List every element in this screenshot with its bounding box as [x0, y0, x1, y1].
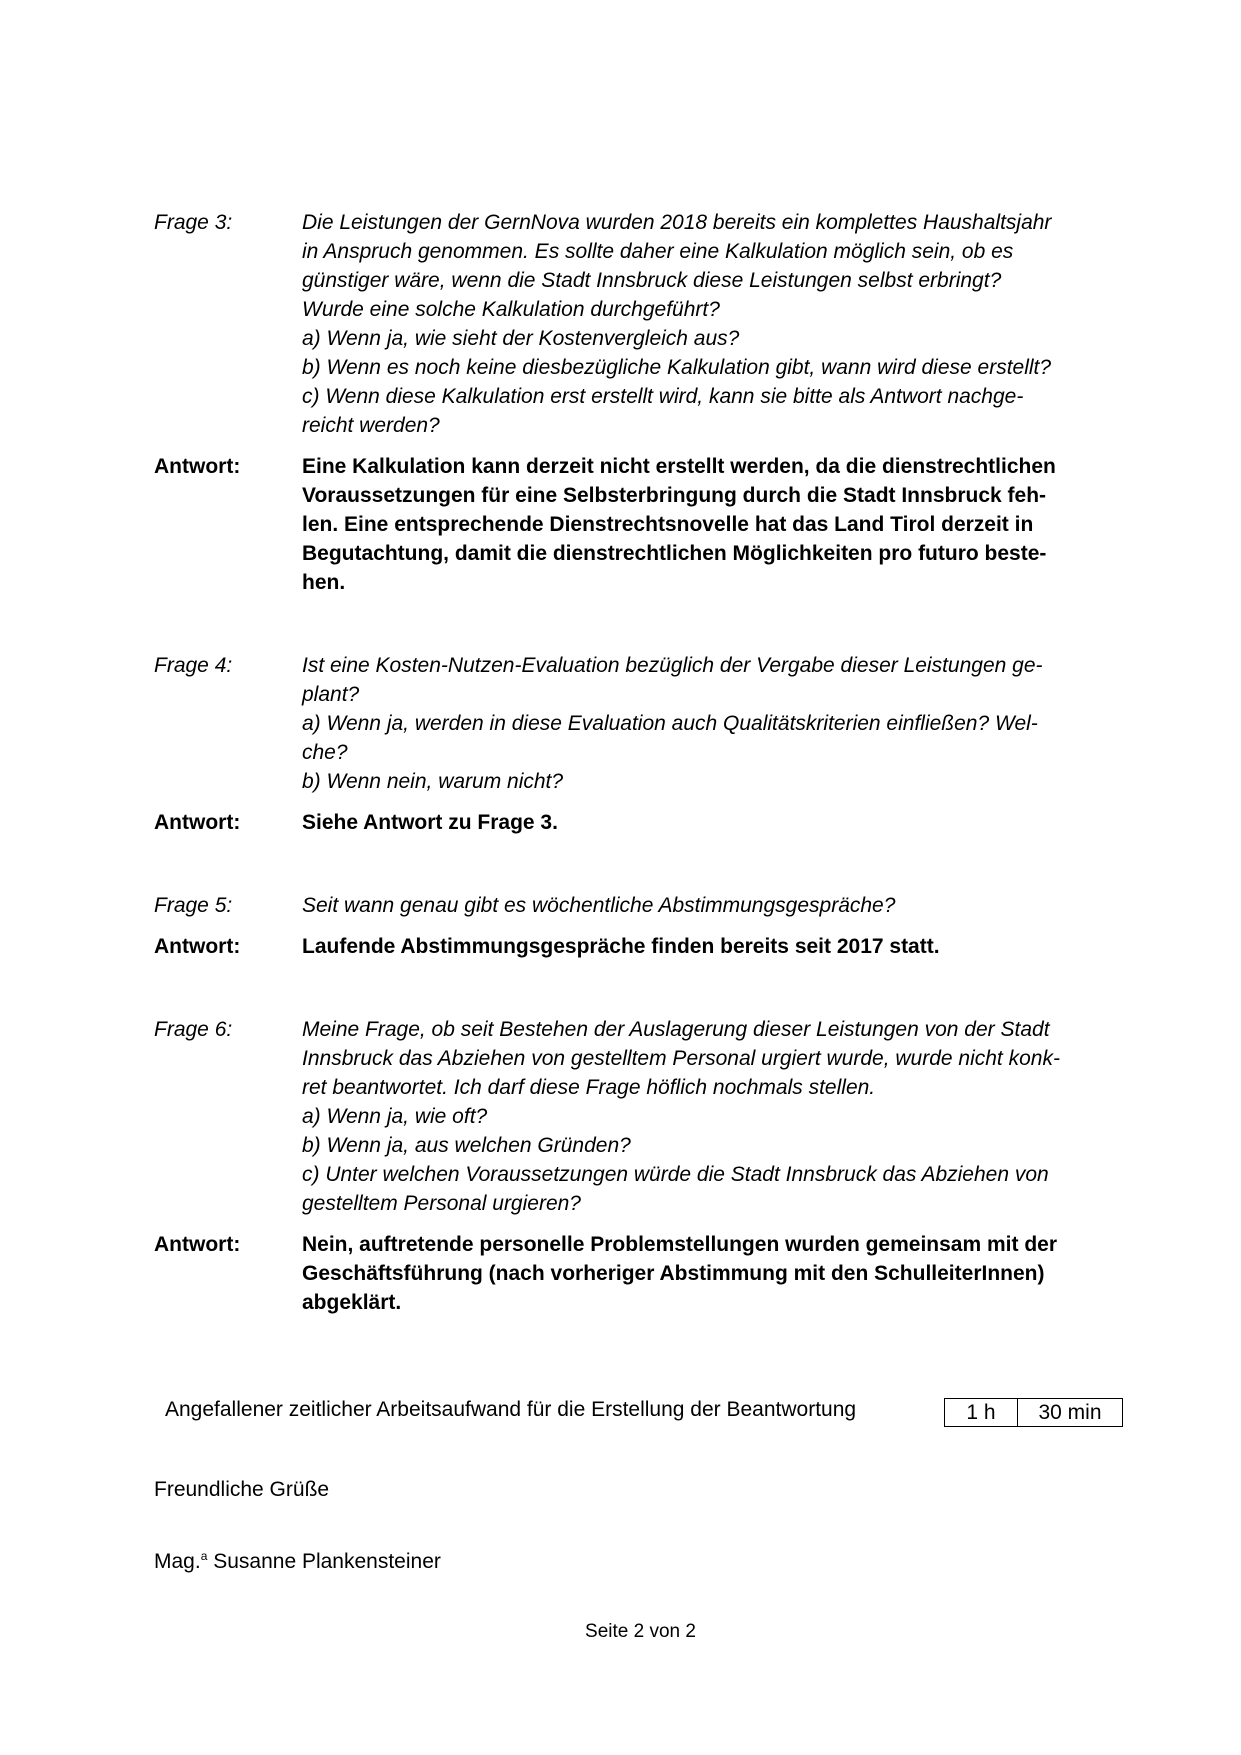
text-line: Eine Kalkulation kann derzeit nicht erstellt werden, da die dienstrechtlichen [302, 455, 1056, 478]
question-text [302, 208, 1134, 440]
answer-text [302, 1230, 1134, 1317]
question-text [302, 1015, 1134, 1218]
qa-block-frage-5 [154, 891, 1134, 961]
answer-label: Antwort: [154, 455, 241, 478]
qa-block-frage-6 [154, 1015, 1134, 1317]
answer-row [154, 452, 1134, 597]
question-text [302, 891, 1134, 920]
text-line: Siehe Antwort zu Frage 3. [302, 811, 558, 834]
page-number: Seite 2 von 2 [585, 1621, 696, 1642]
answer-label: Antwort: [154, 1233, 241, 1256]
effort-hours: 1 h [945, 1399, 1018, 1426]
answer-text [302, 452, 1134, 597]
text-line: b) Wenn es noch keine diesbezügliche Kalkulation gibt, wann wird diese erstellt? [302, 356, 1052, 379]
answer-row [154, 808, 1134, 837]
text-line: Die Leistungen der GernNova wurden 2018 bereits ein komplettes Haushaltsjahr [302, 211, 1052, 234]
text-line: c) Unter welchen Voraussetzungen würde die Stadt Innsbruck das Abziehen von [302, 1163, 1049, 1186]
text-line: a) Wenn ja, wie oft? [302, 1105, 488, 1128]
answer-text [302, 808, 1134, 837]
text-line: b) Wenn nein, warum nicht? [302, 770, 564, 793]
text-line: Ist eine Kosten-Nutzen-Evaluation bezüglich der Vergabe dieser Leistungen ge- [302, 654, 1043, 677]
text-line: a) Wenn ja, werden in diese Evaluation auch Qualitätskriterien einfließen? Wel- [302, 712, 1038, 735]
academic-title-superscript: a [200, 1549, 208, 1563]
text-line: Wurde eine solche Kalkulation durchgeführt? [302, 298, 720, 321]
text-line: che? [302, 741, 348, 764]
question-row [154, 208, 1134, 440]
text-line: Meine Frage, ob seit Bestehen der Auslagerung dieser Leistungen von der Stadt [302, 1018, 1050, 1041]
text-line: Innsbruck das Abziehen von gestelltem Personal urgiert wurde, wurde nicht konk- [302, 1047, 1060, 1070]
answer-text [302, 932, 1134, 961]
answer-row [154, 932, 1134, 961]
academic-title: Mag. [154, 1550, 201, 1573]
text-line: b) Wenn ja, aus welchen Gründen? [302, 1134, 631, 1157]
text-line: len. Eine entsprechende Dienstrechtsnovelle hat das Land Tirol derzeit in [302, 513, 1034, 536]
text-line: reicht werden? [302, 414, 440, 437]
question-label: Frage 4: [154, 654, 233, 677]
question-label: Frage 3: [154, 211, 233, 234]
question-text [302, 651, 1134, 796]
text-line: a) Wenn ja, wie sieht der Kostenvergleich aus? [302, 327, 740, 350]
greeting: Freundliche Grüße [154, 1478, 330, 1501]
text-line: Laufende Abstimmungsgespräche finden bereits seit 2017 statt. [302, 935, 940, 958]
text-line: Geschäftsführung (nach vorheriger Abstimmung mit den SchulleiterInnen) [302, 1262, 1045, 1285]
qa-block-frage-3 [154, 208, 1134, 597]
question-label: Frage 6: [154, 1018, 233, 1041]
effort-minutes: 30 min [1038, 1401, 1102, 1424]
text-line: Begutachtung, damit die dienstrechtlichen Möglichkeiten pro futuro beste- [302, 542, 1047, 565]
text-line: abgeklärt. [302, 1291, 402, 1314]
effort-box [944, 1398, 1123, 1427]
signature-name [154, 1549, 441, 1574]
effort-label: Angefallener zeitlicher Arbeitsaufwand für die Erstellung der Beantwortung [165, 1398, 857, 1421]
answer-row [154, 1230, 1134, 1317]
text-line: in Anspruch genommen. Es sollte daher eine Kalkulation möglich sein, ob es [302, 240, 1014, 263]
answer-label: Antwort: [154, 935, 241, 958]
effort-row [165, 1398, 1102, 1424]
question-row [154, 651, 1134, 796]
text-line: c) Wenn diese Kalkulation erst erstellt wird, kann sie bitte als Antwort nachge- [302, 385, 1024, 408]
signatory-name: Susanne Plankensteiner [213, 1550, 441, 1573]
text-line: Seit wann genau gibt es wöchentliche Abstimmungsgespräche? [302, 894, 896, 917]
qa-block-frage-4 [154, 651, 1134, 837]
text-line: Nein, auftretende personelle Problemstellungen wurden gemeinsam mit der [302, 1233, 1058, 1256]
text-line: ret beantwortet. Ich darf diese Frage höflich nochmals stellen. [302, 1076, 876, 1099]
answer-label: Antwort: [154, 811, 241, 834]
text-line: gestelltem Personal urgieren? [302, 1192, 581, 1215]
question-label: Frage 5: [154, 894, 233, 917]
text-line: günstiger wäre, wenn die Stadt Innsbruck diese Leistungen selbst erbringt? [302, 269, 1002, 292]
text-line: Voraussetzungen für eine Selbsterbringung durch die Stadt Innsbruck feh- [302, 484, 1047, 507]
question-row [154, 891, 1134, 920]
text-line: hen. [302, 571, 346, 594]
text-line: plant? [302, 683, 360, 706]
question-row [154, 1015, 1134, 1218]
